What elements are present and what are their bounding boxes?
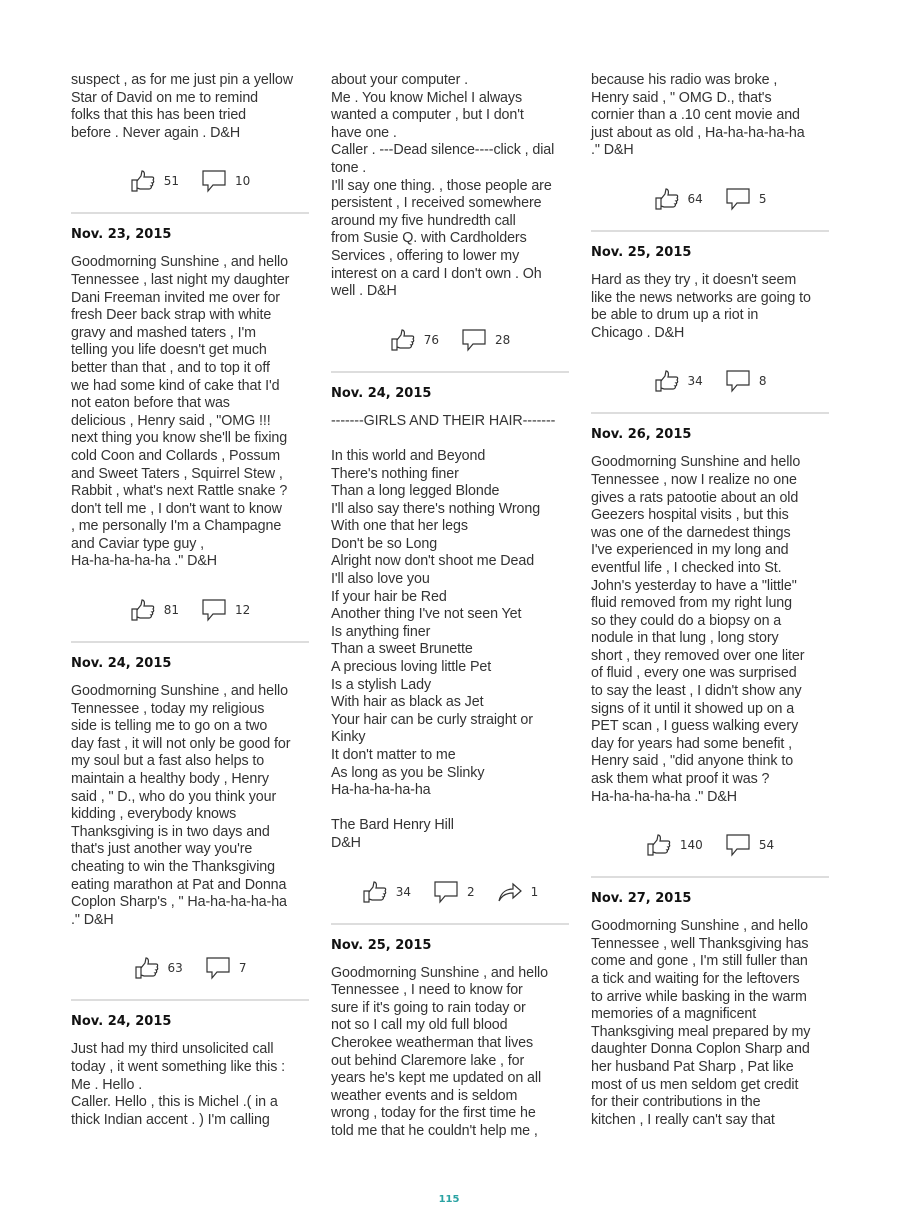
post-date: Nov. 24, 2015	[71, 1014, 172, 1030]
like-stat[interactable]	[654, 369, 703, 393]
comment-count: 28	[495, 332, 511, 347]
post-reactions	[331, 873, 569, 911]
thumbs-up-icon[interactable]	[654, 187, 680, 211]
comment-bubble-icon[interactable]	[725, 187, 751, 211]
post-reactions	[591, 362, 829, 400]
post-text: because his radio was broke , Henry said , " OMG D., that's cornier than a .10 cent movie and just about as old , Ha-ha-ha-ha-ha ." D&H	[591, 72, 805, 159]
post-reactions	[71, 591, 309, 629]
post-separator	[71, 212, 309, 214]
post-date: Nov. 26, 2015	[591, 427, 692, 443]
comment-count: 2	[467, 884, 475, 899]
comment-stat[interactable]	[201, 169, 250, 193]
like-count: 34	[687, 374, 703, 389]
comment-stat[interactable]	[461, 328, 510, 352]
comment-count: 54	[758, 838, 775, 853]
post	[591, 244, 829, 414]
comment-count: 7	[238, 961, 247, 976]
like-count: 76	[423, 332, 439, 347]
post-text: Just had my third unsolicited call today , it went something like this : Me . Hello . Caller. Hello , this is Michel .( in a thick Indian accent . ) I'm calling	[71, 1041, 286, 1128]
post-separator	[331, 371, 569, 373]
post-separator	[591, 876, 829, 878]
post-text: Hard as they try , it doesn't seem like the news networks are going to be able to drum up a riot in Chicago . D&H	[591, 271, 811, 341]
column-3	[591, 72, 829, 1129]
post	[591, 426, 829, 878]
like-count: 64	[687, 191, 703, 206]
like-count: 81	[163, 603, 179, 618]
thumbs-up-icon[interactable]	[130, 169, 156, 193]
post-date: Nov. 24, 2015	[331, 385, 432, 401]
comment-stat[interactable]	[725, 833, 774, 857]
comment-bubble-icon[interactable]	[205, 956, 231, 980]
post-date: Nov. 27, 2015	[591, 891, 692, 907]
post-date: Nov. 25, 2015	[331, 937, 432, 953]
like-count: 63	[167, 961, 183, 976]
page-number: 115	[438, 1194, 460, 1205]
post-separator	[71, 999, 309, 1001]
thumbs-up-icon[interactable]	[390, 328, 416, 352]
share-count: 1	[530, 884, 539, 899]
comment-bubble-icon[interactable]	[725, 369, 751, 393]
post-date: Nov. 23, 2015	[71, 227, 172, 243]
comment-count: 12	[235, 603, 251, 618]
like-stat[interactable]	[646, 833, 703, 857]
comment-count: 5	[758, 191, 767, 206]
comment-stat[interactable]	[433, 880, 475, 904]
post	[71, 72, 309, 214]
comment-bubble-icon[interactable]	[201, 169, 227, 193]
comment-bubble-icon[interactable]	[725, 833, 751, 857]
like-stat[interactable]	[390, 328, 439, 352]
like-stat[interactable]	[134, 956, 183, 980]
post-text: Goodmorning Sunshine , and hello Tennessee , I need to know for sure if it's going to rain today or not so I call my old full blood Cherokee weatherman that lives out behind Claremore lake , for years he's kept me updated on all weather events and is seldom wrong , today for the first time he told me that he couldn't help me ,	[331, 964, 548, 1139]
comment-stat[interactable]	[201, 598, 250, 622]
post	[591, 72, 829, 232]
post-text: suspect , as for me just pin a yellow Star of David on me to remind folks that this has been tried before . Never again . D&H	[71, 72, 293, 141]
thumbs-up-icon[interactable]	[646, 833, 672, 857]
post-text: Goodmorning Sunshine , and hello Tennessee , last night my daughter Dani Freeman invited me over for fresh Deer back strap with white gravy and mashed taters , I'm telling you life doesn't get much better than that , and to top it off we had some kind of cake that I'd not eaton before that was delicious , Henry said , "OMG !!! next thing you know she'll be fixing cold Coon and Collards , Possum and Sweet Taters , Squirrel Stew , Rabbit , what's next Rattle snake ? don't tell me , I don't want to know , me personally I'm a Champagne and Caviar type guy , Ha-ha-ha-ha-ha ." D&H	[71, 254, 290, 570]
like-stat[interactable]	[362, 880, 411, 904]
thumbs-up-icon[interactable]	[130, 598, 156, 622]
post-separator	[591, 230, 829, 232]
post-reactions	[71, 162, 309, 200]
column-2	[331, 72, 569, 1141]
post-reactions	[71, 949, 309, 987]
post-separator	[331, 923, 569, 925]
post	[331, 72, 569, 373]
thumbs-up-icon[interactable]	[362, 880, 388, 904]
post-date: Nov. 24, 2015	[71, 656, 172, 672]
post	[591, 890, 829, 1129]
post	[331, 385, 569, 925]
comment-bubble-icon[interactable]	[461, 328, 487, 352]
post	[71, 226, 309, 643]
thumbs-up-icon[interactable]	[134, 956, 160, 980]
post-text: Goodmorning Sunshine and hello Tennessee , now I realize no one gives a rats patootie about an old Geezers hospital visits , but this was one of the darnedest things I've experienced in my long and eventful life , I checked into St. John's yesterday to have a "little" fluid removed from my right lung so they could do a biopsy on a nodule in that lung , long story short , they removed over one liter of fluid , every one was surprised to say the least , I didn't show any signs of it until it showed up on a PET scan , I guess walking every day for years had some benefit , Henry said , "did anyone think to ask them what proof it was ? Ha-ha-ha-ha-ha ." D&H	[591, 454, 805, 805]
column-1	[71, 72, 309, 1129]
comment-bubble-icon[interactable]	[201, 598, 227, 622]
share-arrow-icon[interactable]	[497, 880, 523, 904]
comment-count: 8	[758, 374, 767, 389]
thumbs-up-icon[interactable]	[654, 369, 680, 393]
like-count: 34	[395, 884, 411, 899]
post-reactions	[331, 321, 569, 359]
like-stat[interactable]	[130, 169, 179, 193]
post-separator	[591, 412, 829, 414]
post-text: Goodmorning Sunshine , and hello Tennessee , well Thanksgiving has come and gone , I'm still fuller than a tick and waiting for the leftovers to arrive while basking in the warm memories of a magnificent Thanksgiving meal prepared by my daughter Donna Coplon Sharp and her husband Pat Sharp , Pat like most of us men seldom get credit for their contributions in the kitchen , I really can't say that	[591, 918, 811, 1128]
post-separator	[71, 641, 309, 643]
comment-count: 10	[235, 174, 251, 189]
post-text: Goodmorning Sunshine , and hello Tennessee , today my religious side is telling me to go on a two day fast , it will not only be good for my soul but a fast also helps to maintain a healthy body , Henry said , " D., who do you think your kidding , everybody knows Thanksgiving is in two days and that's just another way you're cheating to win the Thanksgiving eating marathon at Pat and Donna Coplon Sharp's , " Ha-ha-ha-ha-ha ." D&H	[71, 683, 291, 928]
comment-stat[interactable]	[725, 369, 767, 393]
comment-stat[interactable]	[725, 187, 767, 211]
like-stat[interactable]	[654, 187, 703, 211]
comment-stat[interactable]	[205, 956, 247, 980]
post	[71, 655, 309, 1001]
comment-bubble-icon[interactable]	[433, 880, 459, 904]
like-count: 140	[679, 838, 703, 853]
share-stat[interactable]	[497, 880, 539, 904]
post-reactions	[591, 180, 829, 218]
like-stat[interactable]	[130, 598, 179, 622]
like-count: 51	[163, 174, 179, 189]
post	[71, 1013, 309, 1129]
post-text: about your computer . Me . You know Michel I always wanted a computer , but I don't have one . Caller . ---Dead silence----click , dial tone . I'll say one thing. , those people are persistent , I received somewhere around my five hundredth call from Susie Q. with Cardholders Services , offering to lower my interest on a card I don't own . Oh well . D&H	[331, 72, 555, 300]
post-reactions	[591, 826, 829, 864]
post-text: -------GIRLS AND THEIR HAIR------- In this world and Beyond There's nothing finer Than a long legged Blonde I'll also say there's nothing Wrong With one that her legs Don't be so Long Alright now don't shoot me Dead I'll also love you If your hair be Red Another thing I've not seen Yet Is anything finer Than a sweet Brunette A precious loving little Pet Is a stylish Lady With hair as black as Jet Your hair can be curly straight or Kinky It don't matter to me As long as you be Slinky Ha-ha-ha-ha-ha The Bard Henry Hill D&H	[331, 412, 556, 851]
post	[331, 937, 569, 1141]
post-date: Nov. 25, 2015	[591, 244, 692, 260]
